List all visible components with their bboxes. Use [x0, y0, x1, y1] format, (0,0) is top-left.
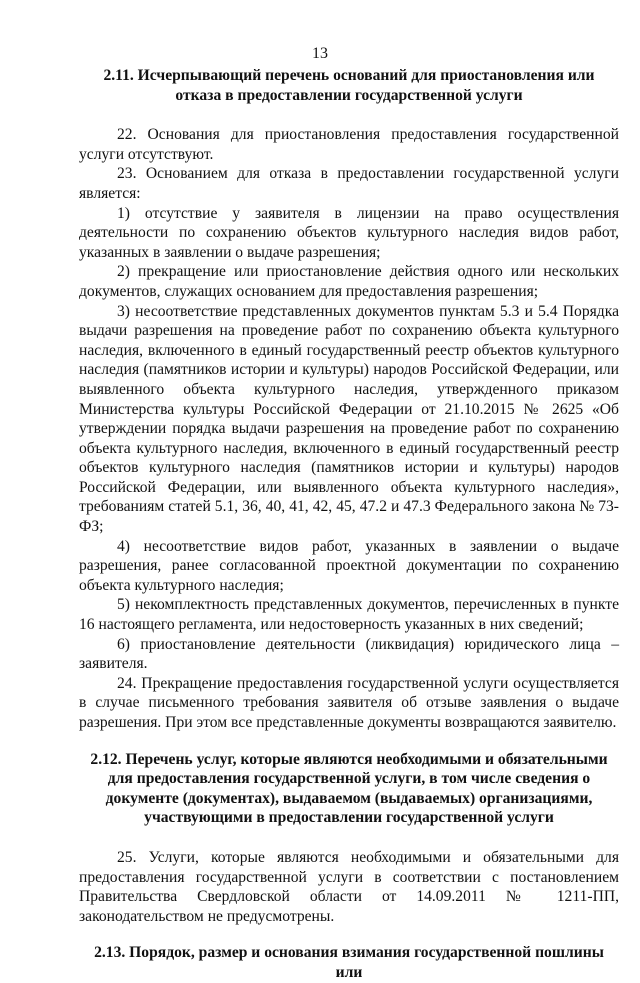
section-2-12 [79, 750, 619, 927]
list-item: 6) приостановление деятельности (ликвидация) юридического лица – заявителя. [79, 635, 619, 673]
section-heading: 2.13. Порядок, размер и основания взимания государственной пошлины или [94, 944, 604, 981]
list-item: 1) отсутствие у заявителя в лицензии на право осуществления деятельности по сохранению объектов культурного наследия видов работ, указанных в заявлении о выдаче разрешения; [79, 204, 619, 261]
section-2-11 [79, 66, 619, 733]
list-item: 2) прекращение или приостановление действия одного или нескольких документов, служащих основанием для предоставления разрешения; [79, 263, 619, 300]
list-item: 5) некомплектность представленных документов, перечисленных в пункте 16 настоящего регламента, или недостоверность указанных в них сведений; [79, 596, 619, 634]
paragraph: 25. Услуги, которые являются необходимыми и обязательными для предоставления государственной услуги в соответствии с постановлением Правительства Свердловской области от 14.09.2011 № 1211-ПП, законодательством не предусмотрены. [79, 848, 619, 925]
list-item: 4) несоответствие видов работ, указанных в заявлении о выдаче разрешения, ранее согласованной проектной документации по сохранению объекта культурного наследия; [79, 537, 619, 594]
list-item: 3) несоответствие представленных документов пунктам 5.3 и 5.4 Порядка выдачи разрешения на проведение работ по сохранению объекта культурного наследия, включенного в единый государственный реестр объектов культурного наследия (памятников истории и культуры) народов Российской Федерации, или выявленного объекта культурного наследия, утвержденного приказом Министерства культуры Российской Федерации от 21.10.2015 № 2625 «Об утверждении порядка выдачи разрешения на проведение работ по сохранению объекта культурного наследия, включенного в единый государственный реестр объектов культурного наследия (памятников истории и культуры) народов Российской Федерации, или выявленного объекта культурного наследия», требованиям статей 5.1, 36, 40, 41, 42, 45, 47.2 и 47.3 Федерального закона № 73-ФЗ; [79, 302, 619, 536]
section-heading: 2.11. Исчерпывающий перечень оснований для приостановления или отказа в предоставлении государственной услуги [103, 67, 595, 104]
section-2-13 [79, 943, 619, 982]
paragraph: 22. Основания для приостановления предоставления государственной услуги отсутствуют. [79, 126, 619, 163]
section-heading: 2.12. Перечень услуг, которые являются необходимыми и обязательными для предоставления государственной услуги, в том числе сведения о документе (документах), выдаваемом (выдаваемых) организациями, участвующими в предоставлении государственной услуги [90, 750, 608, 827]
paragraph: 24. Прекращение предоставления государственной услуги осуществляется в случае письменного требования заявителя об отзыве заявления о выдаче разрешения. При этом все представленные документы возвращаются заявителю. [79, 674, 619, 731]
document-body [79, 66, 619, 983]
paragraph: 23. Основанием для отказа в предоставлении государственной услуги является: [79, 165, 619, 202]
page-number: 13 [312, 45, 328, 62]
